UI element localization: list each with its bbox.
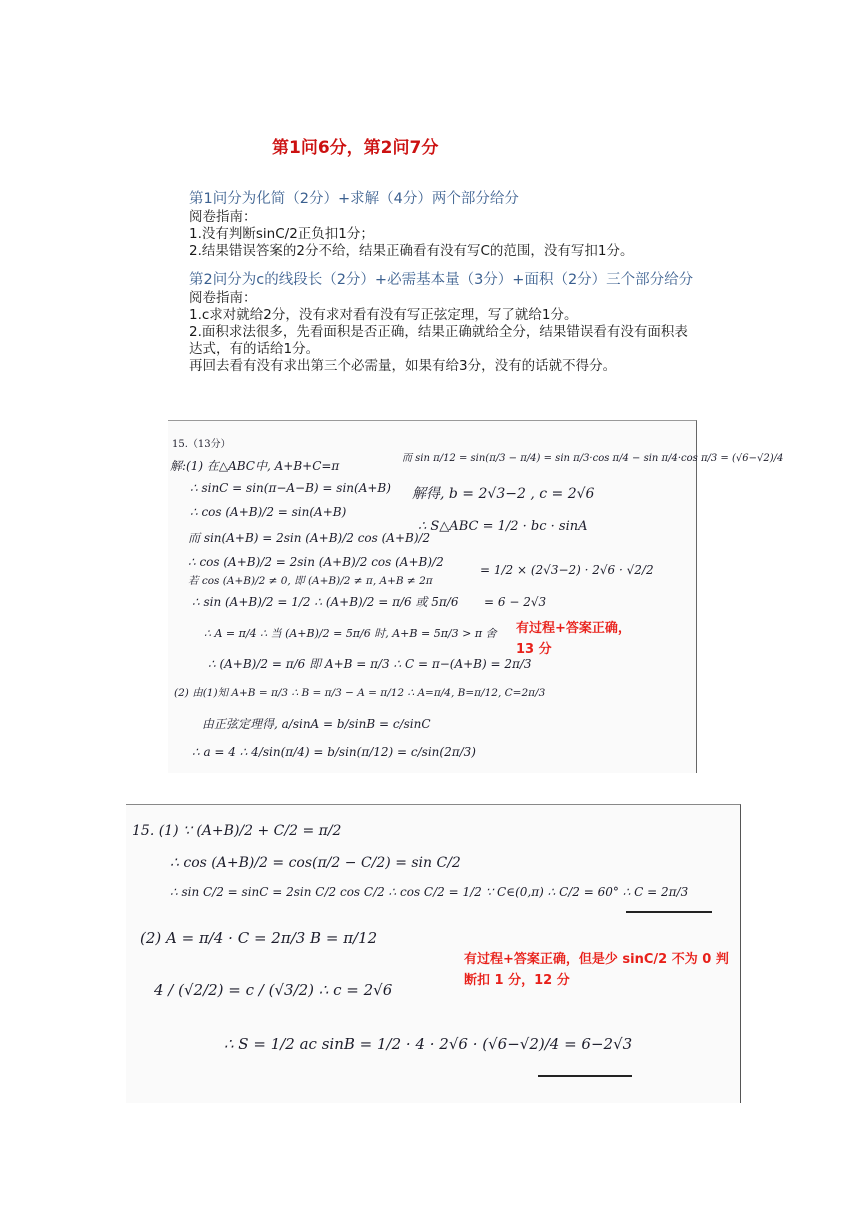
handwriting-line: ∴ sin (A+B)/2 = 1/2 ∴ (A+B)/2 = π/6 或 5π/6 — [192, 595, 459, 609]
handwriting-line: ∴ cos (A+B)/2 = sin(A+B) — [190, 505, 347, 519]
handwriting-line: ∴ A = π/4 ∴ 当 (A+B)/2 = 5π/6 时, A+B = 5π/3 > π 舍 — [204, 627, 497, 640]
part2-guide-label: 阅卷指南： — [189, 290, 257, 306]
part1-rule-2: 2.结果错误答案的2分不给，结果正确看有没有写C的范围，没有写扣1分。 — [189, 243, 634, 259]
answer-underline — [626, 911, 712, 913]
handwriting-line: 而 sin(A+B) = 2sin (A+B)/2 cos (A+B)/2 — [188, 531, 431, 545]
part1-guide-label: 阅卷指南： — [189, 209, 257, 225]
sample-answer-sheet-2 — [126, 804, 741, 1103]
handwriting-line: 由正弦定理得, a/sinA = b/sinB = c/sinC — [202, 717, 431, 731]
handwriting-line: (2) 由(1)知 A+B = π/3 ∴ B = π/3 − A = π/12 ∴ A=π/4, B=π/12, C=2π/3 — [174, 687, 546, 699]
sample-answer-sheet-1 — [168, 420, 784, 773]
part2-guide — [189, 272, 709, 375]
handwriting-line: 解得, b = 2√3−2 , c = 2√6 — [412, 486, 595, 502]
handwriting-line: 解:(1) 在△ABC中, A+B+C=π — [170, 459, 340, 473]
handwriting-line: ∴ (A+B)/2 = π/6 即 A+B = π/3 ∴ C = π−(A+B) = 2π/3 — [208, 657, 532, 671]
part2-heading: 第2问分为c的线段长（2分）+必需基本量（3分）+面积（2分）三个部分给分 — [189, 272, 694, 288]
handwriting-line: ∴ a = 4 ∴ 4/sin(π/4) = b/sin(π/12) = c/sin(2π/3) — [192, 745, 476, 759]
handwriting-line: ∴ cos (A+B)/2 = 2sin (A+B)/2 cos (A+B)/2 — [188, 555, 444, 569]
part1-heading: 第1问分为化简（2分）+求解（4分）两个部分给分 — [189, 191, 519, 207]
handwriting-line: 4 / (√2/2) = c / (√3/2) ∴ c = 2√6 — [154, 981, 393, 999]
handwriting-line: 而 sin π/12 = sin(π/3 − π/4) = sin π/3·cos π/4 − sin π/4·cos π/3 = (√6−√2)/4 — [402, 453, 784, 464]
answer-underline — [538, 1075, 632, 1077]
part2-rule-1: 1.c求对就给2分，没有求对看有没有写正弦定理，写了就给1分。 — [189, 307, 578, 323]
handwriting-line: ∴ sinC = sin(π−A−B) = sin(A+B) — [190, 481, 391, 495]
handwriting-line: = 6 − 2√3 — [484, 595, 547, 609]
handwriting-line: 15.（13分） — [172, 439, 231, 450]
handwriting-line: ∴ S△ABC = 1/2 · bc · sinA — [418, 519, 588, 534]
handwriting-line: 15. (1) ∵ (A+B)/2 + C/2 = π/2 — [132, 823, 342, 839]
part2-rule-2: 2.面积求法很多，先看面积是否正确，结果正确就给全分，结果错误看有没有面积表达式，有的话给1分。 — [189, 324, 688, 357]
handwriting-line: ∴ cos (A+B)/2 = cos(π/2 − C/2) = sin C/2 — [170, 855, 461, 871]
handwriting-line: = 1/2 × (2√3−2) · 2√6 · √2/2 — [480, 563, 654, 577]
part1-guide — [189, 191, 709, 260]
part1-rule-1: 1.没有判断sinC/2正负扣1分； — [189, 226, 374, 242]
grade-comment-1: 有过程+答案正确，13 分 — [516, 621, 631, 657]
handwriting-line: ∴ sin C/2 = sinC = 2sin C/2 cos C/2 ∴ cos C/2 = 1/2 ∵ C∈(0,π) ∴ C/2 = 60° ∴ C = 2π/3 — [170, 885, 689, 899]
handwriting-line: (2) A = π/4 · C = 2π/3 B = π/12 — [140, 929, 378, 947]
handwriting-line: 若 cos (A+B)/2 ≠ 0, 即 (A+B)/2 ≠ π, A+B ≠ 2π — [188, 575, 433, 587]
part2-rule-3: 再回去看有没有求出第三个必需量，如果有给3分，没有的话就不得分。 — [189, 358, 617, 374]
grade-comment-2: 有过程+答案正确，但是少 sinC/2 不为 0 判断扣 1 分，12 分 — [464, 952, 729, 988]
score-title: 第1问6分，第2问7分 — [272, 138, 439, 158]
handwriting-line: ∴ S = 1/2 ac sinB = 1/2 · 4 · 2√6 · (√6−√2)/4 = 6−2√3 — [224, 1035, 633, 1053]
